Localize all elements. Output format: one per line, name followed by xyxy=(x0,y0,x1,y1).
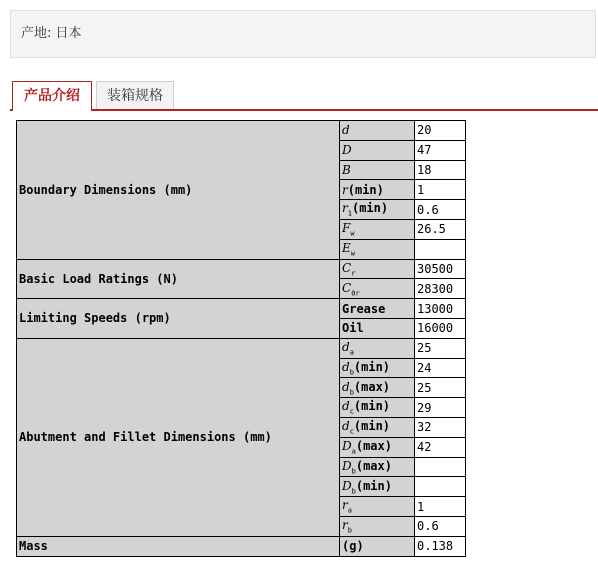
table-row xyxy=(17,299,466,319)
value-cell xyxy=(415,477,466,497)
origin-info-box xyxy=(10,10,596,58)
symbol-cell xyxy=(340,437,415,457)
symbol-cell xyxy=(340,457,415,477)
symbol-subscript: b xyxy=(349,368,354,377)
symbol-cell xyxy=(340,358,415,378)
symbol-text: d xyxy=(342,419,350,434)
symbol-text: d xyxy=(342,359,350,374)
symbol-subscript: a xyxy=(351,447,356,456)
symbol-text: d xyxy=(342,123,350,138)
table-row xyxy=(17,259,466,279)
table-row xyxy=(17,338,466,358)
symbol-suffix: (min) xyxy=(353,419,391,434)
symbol-subscript: 1 xyxy=(347,209,352,218)
table-row xyxy=(17,121,466,141)
symbol-cell xyxy=(340,219,415,239)
value-cell: 0.6 xyxy=(415,516,466,536)
symbol-subscript: b xyxy=(349,387,354,396)
symbol-text: D xyxy=(342,458,352,473)
value-cell xyxy=(415,457,466,477)
symbol-text: C xyxy=(342,260,352,275)
bearing-spec-table xyxy=(16,120,466,557)
value-cell: 32 xyxy=(415,417,466,437)
product-tabs xyxy=(10,81,598,111)
symbol-text: Oil xyxy=(342,321,364,336)
symbol-cell xyxy=(340,477,415,497)
symbol-text: Grease xyxy=(342,301,386,316)
symbol-subscript: r xyxy=(351,269,356,278)
symbol-cell xyxy=(340,497,415,517)
symbol-cell xyxy=(340,417,415,437)
symbol-cell xyxy=(340,516,415,536)
symbol-cell xyxy=(340,378,415,398)
symbol-suffix: (max) xyxy=(355,438,392,453)
symbol-subscript: b xyxy=(351,467,356,476)
symbol-cell xyxy=(340,398,415,418)
value-cell: 42 xyxy=(415,437,466,457)
group-label: Mass xyxy=(17,536,340,556)
value-cell: 0.6 xyxy=(415,200,466,220)
symbol-cell xyxy=(340,200,415,220)
symbol-text: E xyxy=(342,240,351,255)
symbol-text: F xyxy=(342,221,351,236)
tab-packing-specs[interactable]: 装箱规格 xyxy=(96,81,174,109)
symbol-subscript: a xyxy=(347,506,352,515)
symbol-subscript: c xyxy=(349,427,354,436)
symbol-text: (g) xyxy=(342,539,364,554)
symbol-text: d xyxy=(342,379,350,394)
tab-product-intro[interactable]: 产品介绍 xyxy=(12,81,92,111)
symbol-cell xyxy=(340,180,415,200)
symbol-suffix: (min) xyxy=(353,399,391,414)
value-cell: 1 xyxy=(415,497,466,517)
symbol-subscript: w xyxy=(350,249,355,258)
value-cell: 25 xyxy=(415,338,466,358)
symbol-cell xyxy=(340,140,415,160)
value-cell: 28300 xyxy=(415,279,466,299)
value-cell: 1 xyxy=(415,180,466,200)
group-label: Abutment and Fillet Dimensions (mm) xyxy=(17,338,340,536)
table-row xyxy=(17,536,466,556)
symbol-suffix: (max) xyxy=(355,458,392,473)
value-cell xyxy=(415,239,466,259)
symbol-text: r xyxy=(342,182,348,197)
symbol-cell xyxy=(340,536,415,556)
symbol-text: C xyxy=(342,280,352,295)
symbol-text: r xyxy=(342,201,348,216)
value-cell: 30500 xyxy=(415,259,466,279)
symbol-cell xyxy=(340,338,415,358)
symbol-text: r xyxy=(342,498,348,513)
symbol-cell xyxy=(340,279,415,299)
symbol-subscript: c xyxy=(349,407,354,416)
value-cell: 29 xyxy=(415,398,466,418)
symbol-text: B xyxy=(342,162,351,177)
group-label: Boundary Dimensions (mm) xyxy=(17,121,340,260)
group-label: Limiting Speeds (rpm) xyxy=(17,299,340,339)
value-cell: 13000 xyxy=(415,299,466,319)
symbol-suffix: (min) xyxy=(353,359,391,374)
value-cell: 16000 xyxy=(415,318,466,338)
value-cell: 24 xyxy=(415,358,466,378)
origin-text: 产地: 日本 xyxy=(21,26,82,41)
group-label: Basic Load Ratings (N) xyxy=(17,259,340,299)
symbol-text: d xyxy=(342,339,350,354)
value-cell: 47 xyxy=(415,140,466,160)
symbol-suffix: (min) xyxy=(351,201,389,216)
value-cell: 25 xyxy=(415,378,466,398)
symbol-suffix: (max) xyxy=(353,379,391,394)
symbol-subscript: 0r xyxy=(351,288,360,297)
symbol-cell xyxy=(340,160,415,180)
symbol-subscript: w xyxy=(350,229,355,238)
value-cell: 0.138 xyxy=(415,536,466,556)
value-cell: 18 xyxy=(415,160,466,180)
value-cell: 20 xyxy=(415,121,466,141)
symbol-text: D xyxy=(342,478,352,493)
symbol-cell xyxy=(340,299,415,319)
symbol-subscript: b xyxy=(351,486,356,495)
symbol-cell xyxy=(340,318,415,338)
symbol-cell xyxy=(340,259,415,279)
symbol-cell xyxy=(340,239,415,259)
symbol-text: r xyxy=(342,518,348,533)
value-cell: 26.5 xyxy=(415,219,466,239)
symbol-cell xyxy=(340,121,415,141)
symbol-subscript: b xyxy=(347,526,352,535)
symbol-suffix: (min) xyxy=(347,182,384,197)
symbol-subscript: a xyxy=(349,348,354,357)
symbol-text: D xyxy=(342,438,352,453)
symbol-text: D xyxy=(342,143,352,158)
symbol-suffix: (min) xyxy=(355,478,392,493)
symbol-text: d xyxy=(342,399,350,414)
